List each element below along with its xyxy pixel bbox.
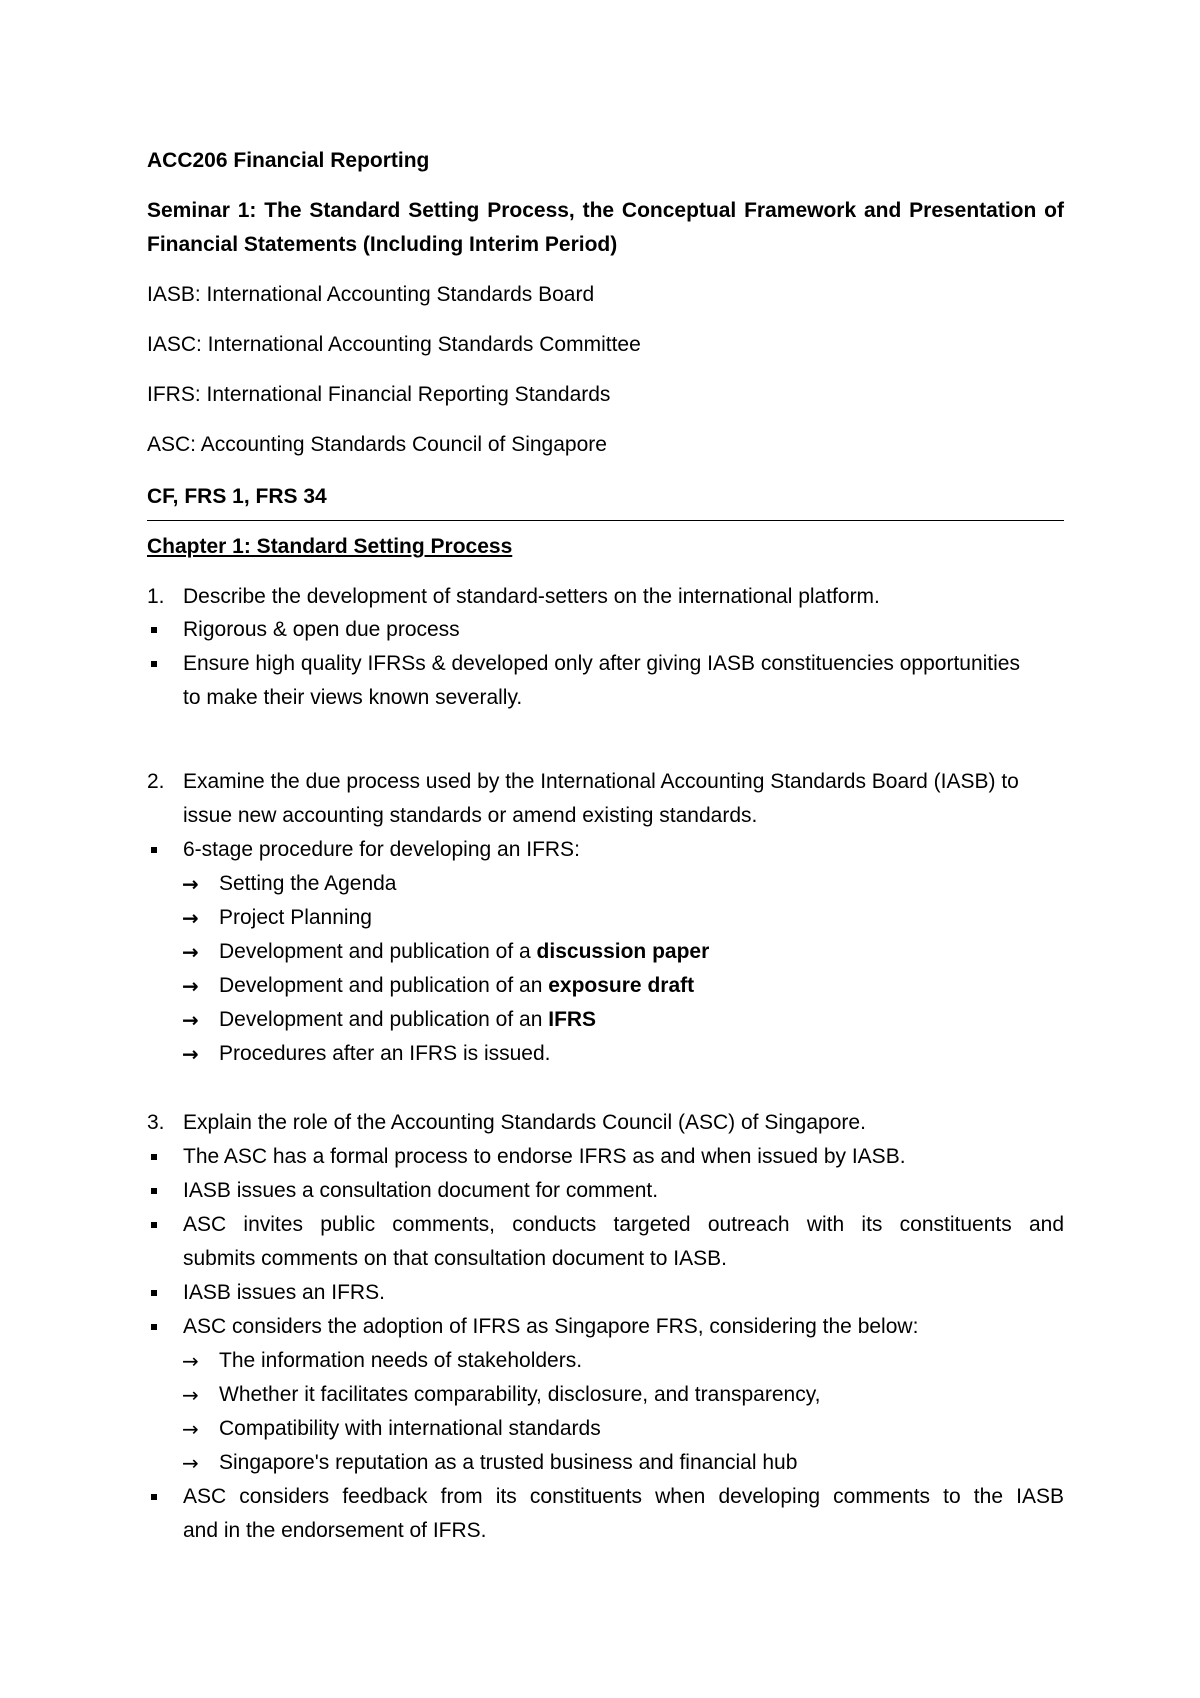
question-3-text: Explain the role of the Accounting Standards Council (ASC) of Singapore.: [183, 1111, 866, 1134]
chapter-heading: Chapter 1: Standard Setting Process: [147, 535, 513, 558]
q3-sub-2: Whether it facilitates comparability, disclosure, and transparency,: [219, 1383, 821, 1406]
q1-bullet-2-line1: Ensure high quality IFRSs & developed only after giving IASB constituencies opportunities: [183, 652, 1020, 675]
q1-bullet-1: Rigorous & open due process: [183, 618, 460, 641]
q3-sub-1: The information needs of stakeholders.: [219, 1349, 583, 1372]
q2-bullet-1: 6-stage procedure for developing an IFRS:: [183, 838, 580, 861]
bullet-icon: [151, 1154, 157, 1160]
seminar-title-line1: Seminar 1: The Standard Setting Process, the Conceptual Framework and Presentation of: [147, 199, 1064, 222]
q3-bullet-6-line1: ASC considers feedback from its constituents when developing comments to the IASB: [183, 1485, 1064, 1508]
arrow-icon: →: [182, 974, 199, 998]
q2-stage-4-bold: exposure draft: [548, 974, 695, 997]
abbreviation-ifrs: IFRS: International Financial Reporting Standards: [147, 383, 611, 406]
q3-sub-3: Compatibility with international standards: [219, 1417, 601, 1440]
q2-stage-3-prefix: Development and publication of a: [219, 940, 537, 963]
q3-bullet-6-line2: and in the endorsement of IFRS.: [183, 1519, 487, 1542]
q3-bullet-3-line1: ASC invites public comments, conducts targeted outreach with its constituents and: [183, 1213, 1064, 1236]
bullet-icon: [151, 1222, 157, 1228]
bullet-icon: [151, 627, 157, 633]
question-number-2: 2.: [147, 770, 165, 793]
q2-stage-5-bold: IFRS: [548, 1008, 597, 1031]
arrow-icon: →: [182, 1008, 199, 1032]
question-number-3: 3.: [147, 1111, 165, 1134]
q2-stage-3: [219, 939, 709, 965]
q2-stage-1: Setting the Agenda: [219, 872, 397, 895]
standards-line: CF, FRS 1, FRS 34: [147, 485, 327, 508]
q3-bullet-4: IASB issues an IFRS.: [183, 1281, 385, 1304]
bullet-icon: [151, 1290, 157, 1296]
q3-bullet-3-line2: submits comments on that consultation document to IASB.: [183, 1247, 727, 1270]
bullet-icon: [151, 661, 157, 667]
seminar-title-line2: Financial Statements (Including Interim Period): [147, 233, 618, 256]
question-2-text-line2: issue new accounting standards or amend existing standards.: [183, 804, 758, 827]
arrow-icon: →: [182, 872, 199, 896]
q3-bullet-2: IASB issues a consultation document for comment.: [183, 1179, 659, 1202]
question-2-text-line1: Examine the due process used by the International Accounting Standards Board (IASB) to: [183, 770, 1019, 793]
question-1-text: Describe the development of standard-setters on the international platform.: [183, 585, 880, 608]
q3-sub-4: Singapore's reputation as a trusted business and financial hub: [219, 1451, 798, 1474]
abbreviation-iasb: IASB: International Accounting Standards Board: [147, 283, 595, 306]
bullet-icon: [151, 1324, 157, 1330]
arrow-icon: →: [182, 940, 199, 964]
course-title: ACC206 Financial Reporting: [147, 149, 430, 172]
arrow-icon: →: [182, 1042, 199, 1066]
arrow-icon: →: [182, 1451, 199, 1475]
q1-bullet-2-line2: to make their views known severally.: [183, 686, 523, 709]
bullet-icon: [151, 847, 157, 853]
horizontal-rule: [147, 520, 1064, 521]
q2-stage-3-bold: discussion paper: [536, 940, 710, 963]
arrow-icon: →: [182, 1383, 199, 1407]
bullet-icon: [151, 1494, 157, 1500]
q3-bullet-1: The ASC has a formal process to endorse IFRS as and when issued by IASB.: [183, 1145, 906, 1168]
q2-stage-5: [219, 1007, 596, 1033]
q2-stage-2: Project Planning: [219, 906, 372, 929]
q3-bullet-5: ASC considers the adoption of IFRS as Singapore FRS, considering the below:: [183, 1315, 919, 1338]
q2-stage-6: Procedures after an IFRS is issued.: [219, 1042, 551, 1065]
arrow-icon: →: [182, 906, 199, 930]
abbreviation-iasc: IASC: International Accounting Standards Committee: [147, 333, 641, 356]
arrow-icon: →: [182, 1349, 199, 1373]
bullet-icon: [151, 1188, 157, 1194]
q2-stage-4: [219, 973, 694, 999]
q2-stage-5-prefix: Development and publication of an: [219, 1008, 549, 1031]
q2-stage-4-prefix: Development and publication of an: [219, 974, 549, 997]
question-number-1: 1.: [147, 585, 165, 608]
arrow-icon: →: [182, 1417, 199, 1441]
abbreviation-asc: ASC: Accounting Standards Council of Singapore: [147, 433, 607, 456]
